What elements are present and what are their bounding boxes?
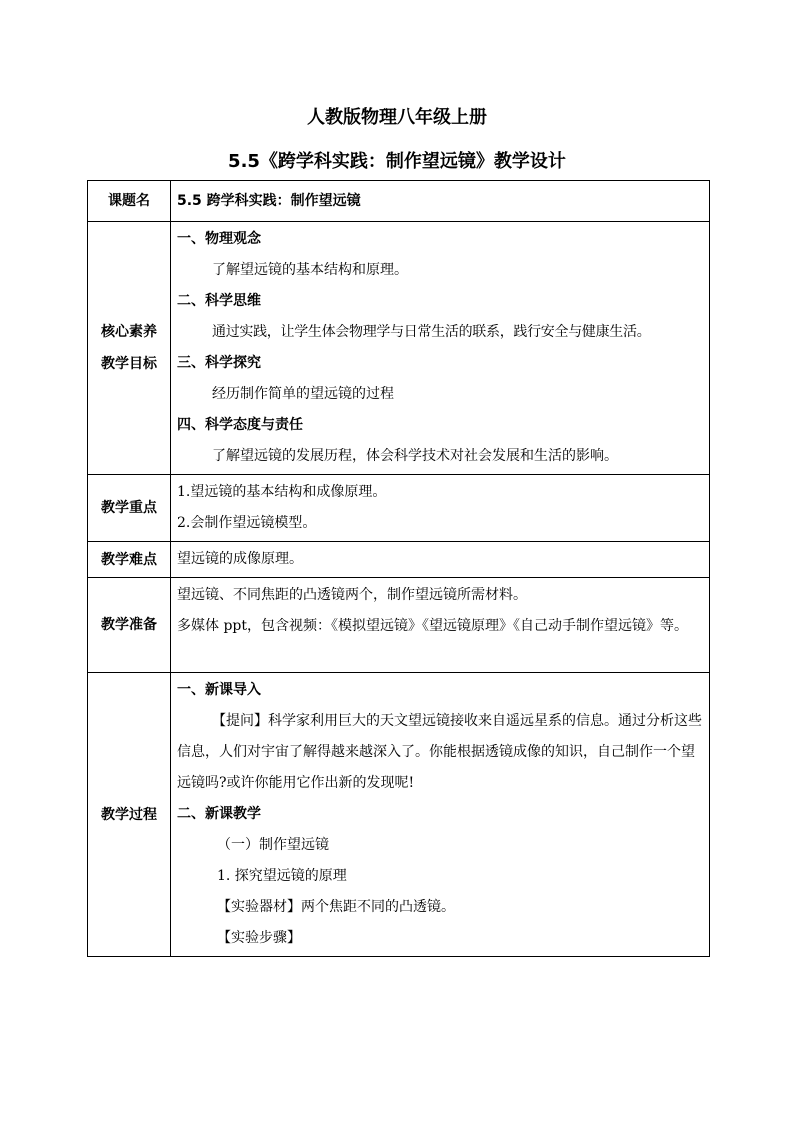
goal-3-text: 经历制作简单的望远镜的过程 [212,386,394,402]
process-subsection-2: 1. 探究望远镜的原理 [217,868,347,884]
key-points-label: 教学重点 [88,475,171,542]
goal-3-heading: 三、科学探究 [177,355,261,371]
process-section-1-text: 【提问】科学家利用巨大的天文望远镜接收来自遥远星系的信息。通过分析这些信息，人们对宇宙了解得越来越深入了。你能根据透镜成像的知识，自己制作一个望远镜吗?或许你能用它作出新的发现呢! [177,713,702,791]
goal-1-text: 了解望远镜的基本结构和原理。 [212,262,408,278]
process-materials: 【实验器材】两个焦距不同的凸透镜。 [217,899,455,915]
preparation-row [88,578,710,673]
document-title: 人教版物理八年级上册 [307,107,487,128]
process-section-2-heading: 二、新课教学 [177,806,261,822]
key-points-row [88,475,710,542]
goals-label-line2: 教学目标 [101,356,157,372]
process-steps: 【实验步骤】 [217,930,301,946]
difficulty-value: 望远镜的成像原理。 [177,551,303,567]
goals-label [88,222,171,475]
key-point-1: 1.望远镜的基本结构和成像原理。 [177,484,387,500]
goals-row [88,222,710,475]
goal-2-heading: 二、科学思维 [177,293,261,309]
goals-label-line1: 核心素养 [101,324,157,340]
process-subsection-1: （一）制作望远镜 [217,837,329,853]
goal-2-text: 通过实践，让学生体会物理学与日常生活的联系，践行安全与健康生活。 [212,324,651,340]
topic-row [88,181,710,222]
lesson-plan-table [87,180,710,957]
difficulty-row [88,542,710,578]
preparation-label: 教学准备 [88,578,171,673]
goal-4-text: 了解望远镜的发展历程，体会科学技术对社会发展和生活的影响。 [212,448,618,464]
process-label: 教学过程 [88,673,171,957]
goal-1-heading: 一、物理观念 [177,231,261,247]
goal-4-heading: 四、科学态度与责任 [177,417,303,433]
topic-value: 5.5 跨学科实践：制作望远镜 [177,192,361,209]
key-point-2: 2.会制作望远镜模型。 [177,515,317,531]
process-section-1-heading: 一、新课导入 [177,682,261,698]
difficulty-label: 教学难点 [88,542,171,578]
process-row [88,673,710,957]
preparation-line-1: 望远镜、不同焦距的凸透镜两个，制作望远镜所需材料。 [177,587,527,603]
topic-label: 课题名 [88,181,171,222]
document-subtitle: 5.5《跨学科实践：制作望远镜》教学设计 [228,151,566,172]
preparation-line-2: 多媒体 ppt，包含视频：《模拟望远镜》《望远镜原理》《自己动手制作望远镜》等。 [177,618,688,634]
